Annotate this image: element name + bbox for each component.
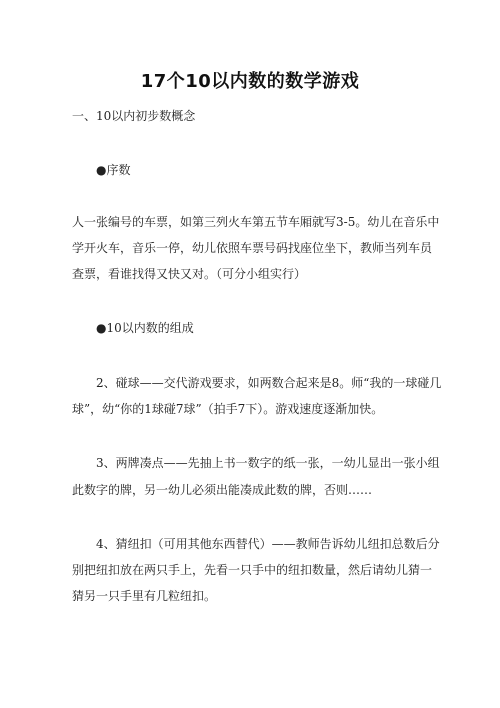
paragraph-line: 3、两牌凑点——先抽上书一数字的纸一张，一幼儿显出一张小组 [96,456,440,470]
document-title: 17个10以内数的数学游戏 [140,71,360,92]
paragraph-line: 学开火车，音乐一停，幼儿依照车票号码找座位坐下，教师当列车员 [72,241,433,255]
paragraph-line: 球”，幼“你的1球碰7球”（拍手7下）。游戏速度逐渐加快。 [72,402,384,416]
paragraph-line: 4、猜纽扣（可用其他东西替代）——教师告诉幼儿纽扣总数后分 [96,537,440,551]
paragraph-line: 人一张编号的车票，如第三列火车第五节车厢就写3-5。幼儿在音乐中 [72,215,440,229]
paragraph-line: 2、碰球——交代游戏要求，如两数合起来是8。师“我的一球碰几 [96,376,442,390]
paragraph-line: 此数字的牌，另一幼儿必须出能凑成此数的牌，否则…… [72,483,373,497]
subheading-ordinal: ●序数 [96,163,131,177]
paragraph-line: 别把纽扣放在两只手上，先看一只手中的纽扣数量，然后请幼儿猜一 [72,563,433,577]
section-heading: 一、10以内初步数概念 [72,109,196,123]
paragraph-line: 猜另一只手里有几粒纽扣。 [72,589,217,603]
subheading-composition: ●10以内数的组成 [96,321,194,335]
paragraph-line: 查票，看谁找得又快又对。（可分小组实行） [72,267,307,281]
